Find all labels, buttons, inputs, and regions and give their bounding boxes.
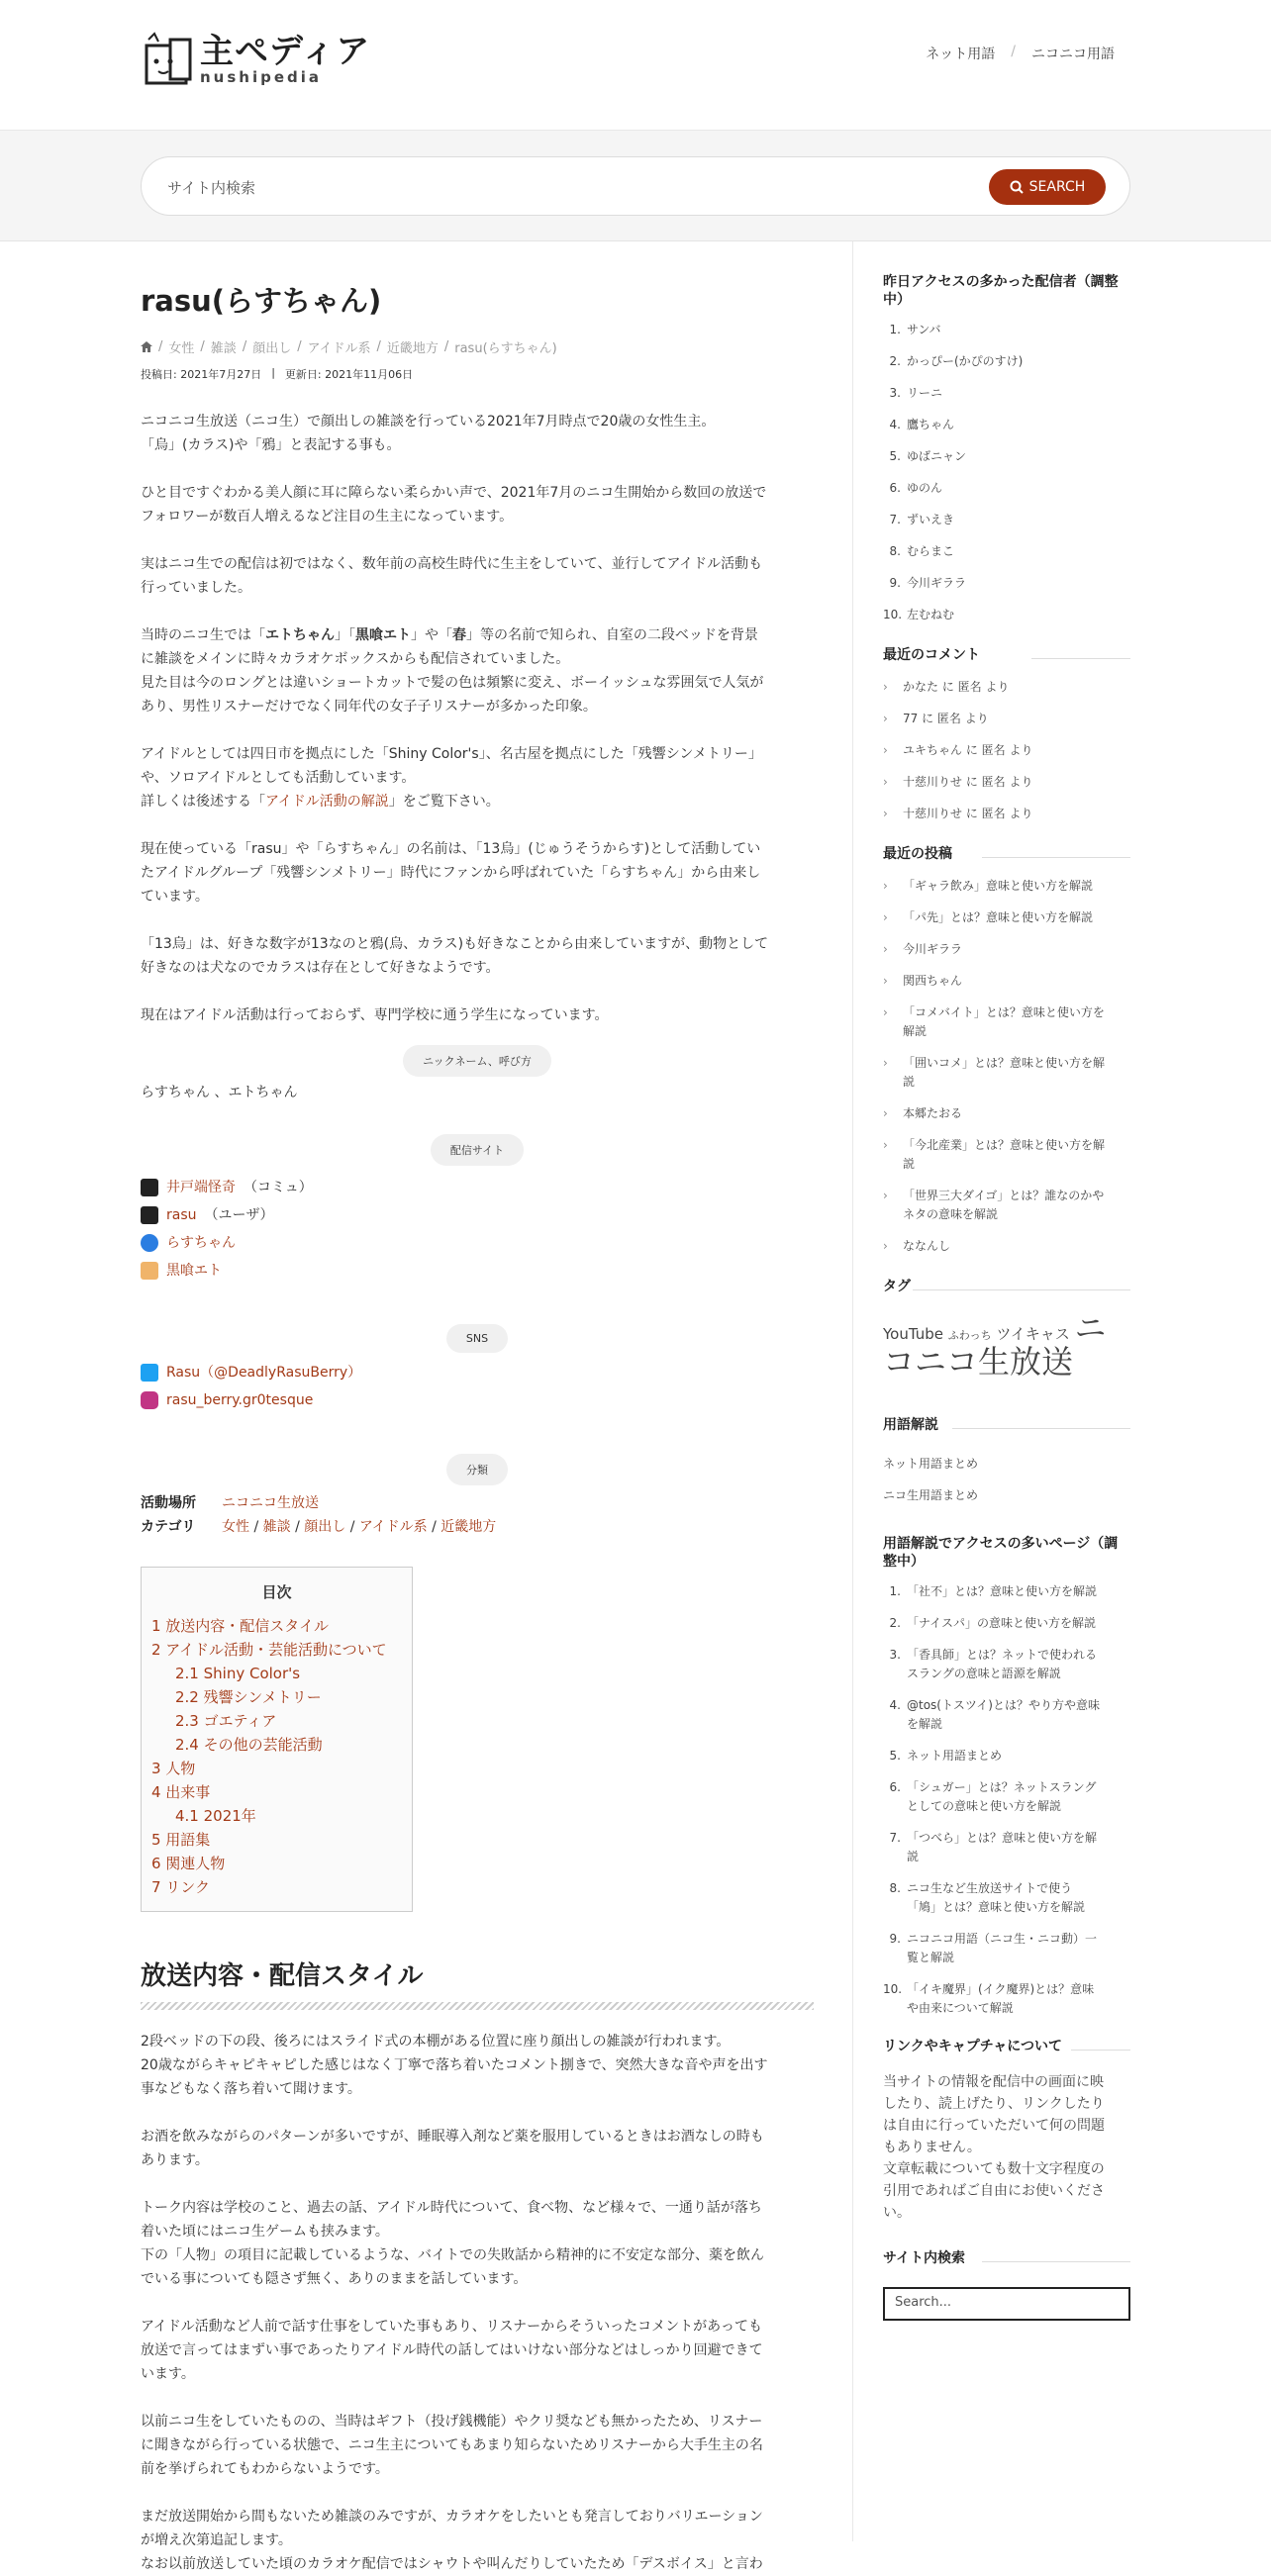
chevron-right-icon: ›	[883, 910, 888, 924]
instagram-icon	[141, 1391, 158, 1409]
category-link[interactable]: 雑談	[262, 1519, 291, 1535]
search-button-label: SEARCH	[1028, 179, 1086, 195]
twitter-icon	[141, 1364, 158, 1382]
glossary-link[interactable]: ニコ生用語まとめ	[883, 1488, 979, 1502]
rasuchan-link[interactable]: らすちゃん	[166, 1235, 236, 1251]
post-item[interactable]: › 「ギャラ飲み」意味と使い方を解説	[883, 877, 1130, 896]
category-link[interactable]: 近畿地方	[440, 1519, 497, 1535]
link-capture-text: 当サイトの情報を配信中の画面に映 したり、読上げたり、リンクしたり は自由に行っていただいて何の問題 もありません。 文章転載についても数十文字程度の 引用であればご自由にお使いくださ い。	[883, 2074, 1105, 2221]
sns-list	[141, 1359, 814, 1414]
access-ranking-title: 昨日アクセスの多かった配信者（調整中）	[883, 274, 1119, 308]
logo-subtitle: nushipedia	[200, 68, 323, 86]
paragraph: アイドル活動など人前で話す仕事をしていた事もあり、リスナーからそういったコメントがあっても 放送で言ってはまずい事であったりアイドル時代の話してはいけない部分などはしっかり回避できて います。	[141, 2319, 763, 2382]
nav-net-terms[interactable]: ネット用語	[926, 47, 996, 62]
post-item[interactable]: › 関西ちゃん	[883, 972, 1130, 991]
chevron-right-icon: ›	[883, 1189, 888, 1202]
ranking-item[interactable]: 10. 「イキ魔界」(イク魔界)とは？意味 や由来について解説	[883, 1982, 1095, 2015]
search-band	[0, 131, 1271, 241]
chevron-right-icon: ›	[883, 1056, 888, 1070]
recent-comments-title: 最近のコメント	[883, 646, 1130, 664]
toc-link[interactable]: 2.1 Shiny Color's	[175, 1665, 301, 1682]
category-label: カテゴリ	[141, 1519, 196, 1535]
sns-pill: SNS	[446, 1324, 508, 1353]
chevron-right-icon: ›	[883, 775, 888, 789]
post-item[interactable]: › 「囲いコメ」とは？意味と使い方を解 説	[883, 1054, 1130, 1092]
chevron-right-icon: ›	[883, 942, 888, 956]
ranking-item[interactable]: 10. 左むねむ	[883, 608, 955, 621]
chevron-right-icon: ›	[883, 1005, 888, 1019]
chevron-right-icon: ›	[883, 743, 888, 757]
post-dates: 投稿日: 2021年7月27日 | 更新日: 2021年11月06日	[141, 366, 414, 381]
breadcrumb-current: rasu(らすちゃん)	[454, 341, 557, 356]
recent-posts-title: 最近の投稿	[883, 845, 1130, 863]
site-pill: 配信サイト	[431, 1134, 524, 1166]
nav-separator: /	[1011, 44, 1016, 59]
idol-activity-link[interactable]: アイドル活動の解説	[265, 794, 389, 810]
breadcrumb-item[interactable]: 女性	[168, 341, 195, 356]
sns-item	[141, 1359, 814, 1386]
paragraph: 実はニコ生での配信は初ではなく、数年前の高校生時代に生主をしていて、並行してアイドル活動も 行っていました。	[141, 556, 763, 596]
ranking-item[interactable]: 9. 今川ギララ	[889, 576, 967, 590]
logo-mascot-icon	[141, 32, 194, 87]
ranking-item[interactable]: 9. ニコニコ用語（ニコ生・ニコ動）一 覧と解説	[889, 1932, 1098, 1964]
site-icon	[141, 1262, 158, 1280]
tag-link[interactable]: ふわっち	[947, 1329, 992, 1342]
ranking-item[interactable]: 5. ネット用語まとめ	[889, 1749, 1003, 1763]
chevron-right-icon: ›	[883, 712, 888, 725]
toc-link[interactable]: 4 出来事	[151, 1783, 211, 1801]
toc-link[interactable]: 4.1 2021年	[175, 1807, 256, 1825]
chevron-right-icon: ›	[883, 879, 888, 893]
section-heading: 放送内容・配信スタイル	[141, 1956, 814, 2010]
glossary-link[interactable]: ネット用語まとめ	[883, 1457, 979, 1471]
chevron-right-icon: ›	[883, 1106, 888, 1120]
post-item[interactable]: › 今川ギララ	[883, 940, 1130, 959]
paragraph: アイドルとしては四日市を拠点にした「Shiny Color's」、名古屋を拠点にした「残響シンメトリー」 や、ソロアイドルとしても活動しています。 詳しくは後述する「アイドル活動の解説」をご覧下さい。	[141, 746, 762, 810]
article-title: rasu(らすちゃん)	[141, 284, 382, 318]
site-item: 井戸端怪奇 （コミュ）	[141, 1174, 814, 1201]
home-icon[interactable]	[141, 341, 152, 352]
tag-link[interactable]: YouTube	[883, 1325, 943, 1343]
ranking-item[interactable]: 2. 「ナイスパ」の意味と使い方を解説	[889, 1616, 1097, 1630]
classification-pill: 分類	[446, 1454, 508, 1485]
instagram-link[interactable]: rasu_berry.gr0tesque	[166, 1392, 314, 1408]
toc-link[interactable]: 2 アイドル活動・芸能活動について	[151, 1641, 387, 1659]
ranking-item[interactable]: 7. 「つべら」とは？意味と使い方を解 説	[889, 1831, 1098, 1863]
posted-date: 投稿日: 2021年7月27日	[141, 368, 262, 381]
site-item	[141, 1229, 814, 1257]
toc-link[interactable]: 6 関連人物	[151, 1855, 226, 1872]
glossary-title: 用語解説	[883, 1416, 1130, 1434]
chevron-right-icon: ›	[883, 807, 888, 820]
place-label: 活動場所	[141, 1495, 196, 1511]
glossary-access-title: 用語解説でアクセスの多いページ（調整中）	[883, 1536, 1119, 1570]
search-placeholder: サイト内検索	[167, 179, 255, 197]
breadcrumb-item[interactable]: 顔出し	[252, 341, 292, 356]
paragraph: お酒を飲みながらのパターンが多いですが、睡眠導入剤など薬を服用しているときはお酒なしの時も あります。	[141, 2129, 764, 2168]
site-header	[0, 0, 1271, 131]
toc-link[interactable]: 7 リンク	[151, 1878, 211, 1896]
post-item[interactable]: › 「パ先」とは？意味と使い方を解説	[883, 908, 1130, 927]
ranking-item[interactable]: 3. リーニ	[889, 386, 943, 400]
sns-item	[141, 1386, 814, 1414]
post-item[interactable]: › 「コメバイト」とは？意味と使い方を 解説	[883, 1003, 1130, 1041]
nav-niconico-terms[interactable]: ニコニコ用語	[1031, 47, 1115, 62]
paragraph: 2段ベッドの下の段、後ろにはスライド式の本棚がある位置に座り顔出しの雑談が行われます。 20歳ながらキャピキャピした感じはなく丁寧で落ち着いたコメント捌きで、突然大きな音や声を出す 事などもなく落ち着いて聞けます。	[141, 2034, 768, 2097]
ranking-item[interactable]: 2. かっぴー(かぴのすけ)	[889, 354, 1024, 368]
paragraph: 現在使っている「rasu」や「らすちゃん」の名前は、「13烏」(じゅうそうからす)として活動してい たアイドルグループ「残響シンメトリー」時代にファンから呼ばれていた「らすちゃん」から由来し ています。	[141, 841, 761, 905]
niconico-tv-icon	[141, 1206, 158, 1224]
tags-title: タグ	[883, 1278, 1130, 1295]
updated-date: 更新日: 2021年11月06日	[284, 368, 414, 381]
community-link[interactable]: 井戸端怪奇	[166, 1180, 236, 1195]
ranking-item[interactable]: 4. @tos(トスツイ)とは？やり方や意味 を解説	[889, 1698, 1100, 1731]
sidebar-search-title: サイト内検索	[883, 2249, 1130, 2267]
paragraph: 現在はアイドル活動は行っておらず、専門学校に通う学生になっています。	[141, 1007, 609, 1023]
chevron-right-icon: ›	[883, 680, 888, 694]
category-link[interactable]: 顔出し	[304, 1519, 346, 1535]
tag-link[interactable]: ニコニコ生放送	[883, 1309, 1107, 1381]
paragraph: 以前ニコ生をしていたものの、当時はギフト（投げ銭機能）やクリ奨なども無かったため、リスナー に聞きながら行っている状態で、ニコ生主についてもあまり知らないためリスナーから大手生主の名 前を挙げられてもわからないようです。	[141, 2414, 763, 2477]
table-of-contents	[141, 1567, 413, 1912]
paragraph: トーク内容は学校のこと、過去の話、アイドル時代について、食べ物、など様々で、一通り話が落ち 着いた頃にはニコ生ゲームも挟みます。 下の「人物」の項目に記載しているような、バイトでの失敗話から精神的に不安定な部分、薬を飲ん でいる事についても隠さず無く、ありのままを話しています。	[141, 2200, 764, 2287]
sidebar-search-input[interactable]: Search...	[883, 2287, 1130, 2321]
breadcrumb-item[interactable]: 雑談	[210, 341, 237, 356]
toc-link[interactable]: 2.2 残響シンメトリー	[175, 1688, 322, 1706]
ranking-item[interactable]: 7. ずいえき	[889, 513, 955, 526]
post-item[interactable]: › 「今北産業」とは？意味と使い方を解 説	[883, 1136, 1130, 1174]
intro-paragraph: ニコニコ生放送（ニコ生）で顔出しの雑談を行っている2021年7月時点で20歳の女性生主。 「烏」(カラス)や「鴉」と表記する事も。	[141, 414, 716, 453]
site-list	[141, 1174, 814, 1285]
comment-item[interactable]: › かなた に 匿名 より	[883, 678, 1130, 697]
classification: 活動場所 ニコニコ生放送 カテゴリ 女性 / 雑談 / 顔出し / アイドル系 / 近畿地方	[141, 1491, 814, 1539]
comment-item[interactable]: › 十慈川りせ に 匿名 より	[883, 805, 1130, 823]
toc-link[interactable]: 2.3 ゴエティア	[175, 1712, 277, 1730]
site-logo[interactable]	[141, 32, 370, 87]
chevron-right-icon: ›	[883, 1239, 888, 1253]
paragraph: 当時のニコ生では「エトちゃん」「黒喰エト」や「春」等の名前で知られ、自室の二段ベッドを背景 に雑談をメインに時々カラオケボックスからも配信されていました。 見た目は今のロングとは違いショートカットで髪の色は頻繁に変え、ボーイッシュな雰囲気で人気が あり、男性リスナーだけでなく同年代の女子子リスナーが多かった印象。	[141, 627, 764, 715]
sidebar	[883, 241, 1130, 2321]
post-item[interactable]: › 「世界三大ダイゴ」とは？誰なのかや ネタの意味を解説	[883, 1187, 1130, 1224]
breadcrumb: / 女性 / 雑談 / 顔出し / アイドル系 / 近畿地方 / rasu(らすちゃん)	[141, 337, 814, 356]
site-icon	[141, 1234, 158, 1252]
ranking-item[interactable]: 8. むらまこ	[889, 544, 955, 558]
search-button[interactable]	[989, 169, 1106, 205]
logo-title: 主ペディア	[200, 32, 371, 71]
post-item[interactable]: › ななんし	[883, 1237, 1130, 1256]
category-link[interactable]: アイドル系	[358, 1519, 428, 1535]
ranking-item[interactable]: 6. 「シュガー」とは？ネットスラング としての意味と使い方を解説	[889, 1780, 1097, 1813]
nicknames: らすちゃん 、エトちゃん	[141, 1085, 298, 1100]
comment-item[interactable]: › 十慈川りせ に 匿名 より	[883, 773, 1130, 792]
post-item[interactable]: › 本郷たおる	[883, 1104, 1130, 1123]
ranking-item[interactable]: 8. ニコ生など生放送サイトで使う 「鳩」とは？意味と使い方を解説	[889, 1881, 1086, 1914]
chevron-right-icon: ›	[883, 974, 888, 988]
user-link[interactable]: rasu	[166, 1207, 197, 1223]
breadcrumb-item[interactable]: 近畿地方	[386, 341, 439, 356]
ranking-item[interactable]: 3. 「香具師」とは？ネットで使われる スラングの意味と語源を解説	[889, 1648, 1098, 1680]
category-link[interactable]: 女性	[222, 1519, 249, 1535]
site-item	[141, 1257, 814, 1285]
comment-item[interactable]: › ユキちゃん に 匿名 より	[883, 741, 1130, 760]
toc-link[interactable]: 1 放送内容・配信スタイル	[151, 1617, 330, 1635]
top-navigation	[926, 44, 1115, 63]
nickname-pill: ニックネーム、呼び方	[403, 1045, 551, 1077]
toc-link[interactable]: 2.4 その他の芸能活動	[175, 1736, 323, 1754]
twitter-link[interactable]: Rasu（@DeadlyRasuBerry）	[166, 1365, 362, 1381]
place-link[interactable]: ニコニコ生放送	[222, 1495, 319, 1511]
ranking-item[interactable]: 6. ゆのん	[889, 481, 943, 495]
ranking-item[interactable]: 4. 鷹ちゃん	[889, 418, 955, 431]
tag-link[interactable]: ツイキャス	[996, 1325, 1070, 1343]
toc-link[interactable]: 3 人物	[151, 1760, 196, 1777]
chevron-right-icon: ›	[883, 1138, 888, 1152]
search-icon	[1010, 180, 1024, 194]
ranking-item[interactable]: 5. ゆばニャン	[889, 449, 967, 463]
tag-cloud	[883, 1309, 1130, 1381]
ranking-item[interactable]: 1. サンバ	[889, 323, 941, 336]
niconico-tv-icon	[141, 1179, 158, 1196]
breadcrumb-item[interactable]: アイドル系	[307, 341, 371, 356]
toc-link[interactable]: 5 用語集	[151, 1831, 211, 1849]
comment-item[interactable]: › 77 に 匿名 より	[883, 710, 1130, 728]
paragraph: ひと目ですぐわかる美人顔に耳に障らない柔らかい声で、2021年7月のニコ生開始から数回の放送で フォロワーが数百人増えるなど注目の生主になっています。	[141, 485, 767, 525]
toc-title: 目次	[261, 1583, 292, 1601]
site-item: rasu （ユーザ）	[141, 1201, 814, 1229]
site-search-input[interactable]	[141, 156, 1130, 216]
paragraph: まだ放送開始から間もないため雑談のみですが、カラオケをしたいとも発言しておりバリエーション が増え次第追記します。 なお以前放送していた頃のカラオケ配信ではシャウトや叫んだりしていたため「デスボイス」と言わ	[141, 2509, 763, 2572]
article	[141, 241, 814, 2576]
kurobami-eto-link[interactable]: 黒喰エト	[166, 1263, 222, 1279]
link-capture-title: リンクやキャプチャについて	[883, 2038, 1130, 2055]
paragraph: 「13烏」は、好きな数字が13なのと鴉(烏、カラス)も好きなことから由来していますが、動物として 好きなのは犬なのでカラスは存在として好きなようです。	[141, 936, 769, 976]
column-divider	[852, 241, 853, 2541]
ranking-item[interactable]: 1. 「社不」とは？意味と使い方を解説	[889, 1584, 1098, 1598]
